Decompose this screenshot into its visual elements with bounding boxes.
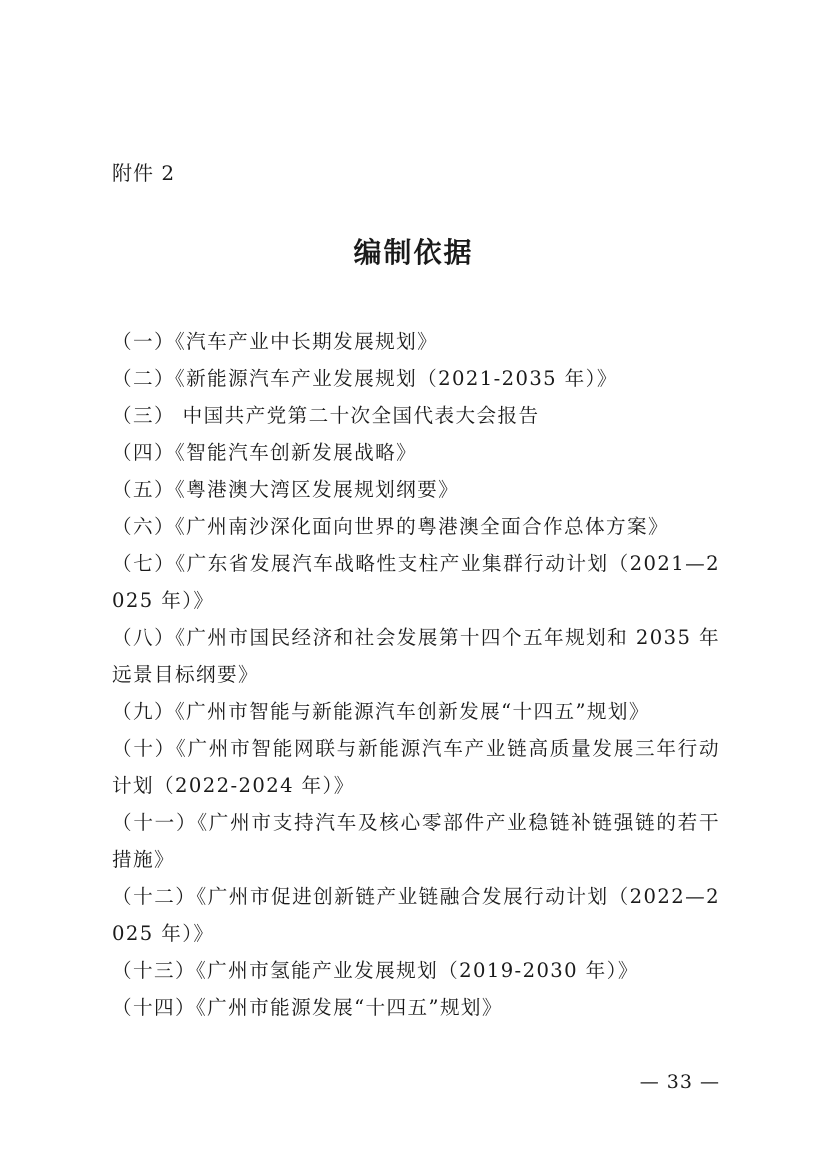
page-number: — 33 — [639, 1071, 720, 1093]
basis-item-7: （七）《广东省发展汽车战略性支柱产业集群行动计划（2021—2025 年）》 [112, 552, 720, 612]
basis-item-9: （九）《广州市智能与新能源汽车创新发展“十四五”规划》 [112, 700, 650, 723]
basis-item-13: （十三）《广州市氢能产业发展规划（2019-2030 年）》 [112, 959, 639, 982]
basis-list [112, 323, 720, 1026]
basis-item-1: （一）《汽车产业中长期发展规划》 [112, 330, 439, 353]
basis-item-14: （十四）《广州市能源发展“十四五”规划》 [112, 996, 503, 1019]
document-title: 编制依据 [353, 236, 474, 269]
basis-item-4: （四）《智能汽车创新发展战略》 [112, 441, 418, 464]
basis-item-2: （二）《新能源汽车产业发展规划（2021-2035 年）》 [112, 367, 618, 390]
basis-item-5: （五）《粤港澳大湾区发展规划纲要》 [112, 478, 460, 501]
basis-item-10: （十）《广州市智能网联与新能源汽车产业链高质量发展三年行动计划（2022-2024 年）》 [112, 737, 720, 797]
basis-item-3: （三） 中国共产党第二十次全国代表大会报告 [112, 404, 540, 427]
basis-item-6: （六）《广州南沙深化面向世界的粤港澳全面合作总体方案》 [112, 515, 670, 538]
basis-item-8: （八）《广州市国民经济和社会发展第十四个五年规划和 2035 年远景目标纲要》 [112, 626, 720, 686]
basis-item-12: （十二）《广州市促进创新链产业链融合发展行动计划（2022—2025 年）》 [112, 885, 720, 945]
attachment-label: 附件 2 [112, 161, 176, 185]
basis-item-11: （十一）《广州市支持汽车及核心零部件产业稳链补链强链的若干措施》 [112, 811, 720, 871]
